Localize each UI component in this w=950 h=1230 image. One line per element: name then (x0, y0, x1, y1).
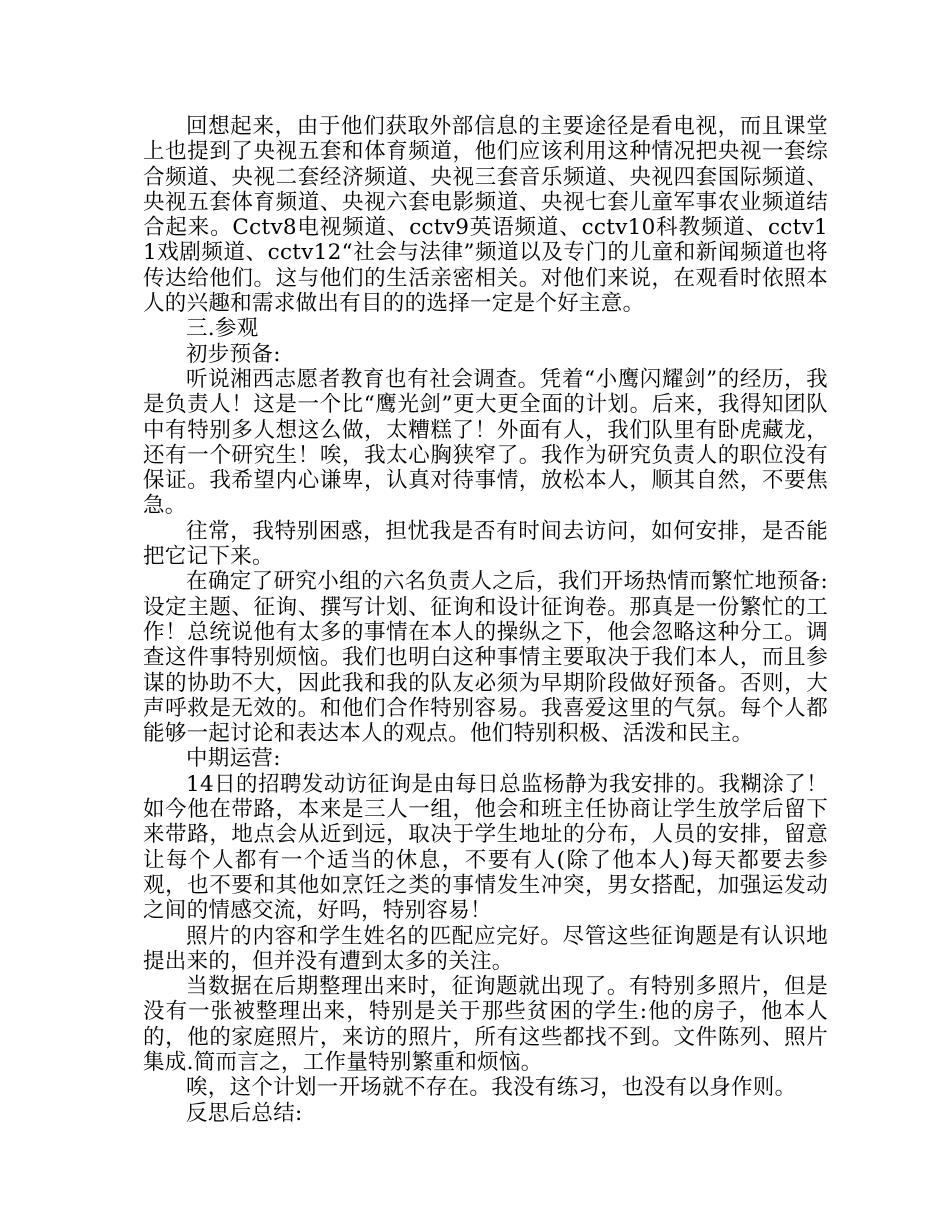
subheading-reflection: 反思后总结: (186, 1100, 303, 1126)
paragraph-visit-arrangement: 14日的招聘发动访征询是由每日总监杨静为我安排的。我糊涂了！如今他在带路，本来是三人一组，他会和班主任协商让学生放学后留下来带路，地点会从近到远，取决于学生地址的分布，人员的安排，留意让每个人都有一个适当的休息，不要有人(除了他本人)每天都要去参观，也不要和其他如烹饪之类的事情发生冲突，男女搭配，加强运发动之间的情感交流，好吗，特别容易！ (143, 771, 828, 924)
paragraph-photo-matching: 照片的内容和学生姓名的匹配应完好。尽管这些征询题是有认识地提出来的，但并没有遭到太多的关注。 (143, 923, 828, 974)
paragraph-no-plan: 唉，这个计划一开场就不存在。我没有练习，也没有以身作则。 (186, 1075, 797, 1101)
subheading-mid-operation: 中期运营: (186, 746, 281, 772)
section-heading-visit: 三.参观 (186, 316, 259, 342)
paragraph-survey-intro: 听说湘西志愿者教育也有社会调查。凭着“小鹰闪耀剑”的经历，我是负责人！这是一个比“鹰光剑”更大更全面的计划。后来，我得知团队中有特别多人想这么做，太糟糕了！外面有人，我们队里有卧虎藏龙，还有一个研究生！唉，我太心胸狭窄了。我作为研究负责人的职位没有保证。我希望内心谦卑，认真对待事情，放松本人，顺其自然，不要焦急。 (143, 366, 828, 519)
paragraph-data-organizing: 当数据在后期整理出来时，征询题就出现了。有特别多照片，但是没有一张被整理出来，特别是关于那些贫困的学生:他的房子，他本人的，他的家庭照片，来访的照片，所有这些都找不到。文件陈列、照片集成.简而言之，工作量特别繁重和烦恼。 (143, 974, 828, 1075)
paragraph-worry: 往常，我特别困惑，担忧我是否有时间去访问，如何安排，是否能把它记下来。 (143, 518, 828, 570)
paragraph-team-preparation: 在确定了研究小组的六名负责人之后，我们开场热情而繁忙地预备:设定主题、征询、撰写计划、征询和设计征询卷。那真是一份繁忙的工作！总统说他有太多的事情在本人的操纵之下，他会忽略这种分工。调查这件事特别烦恼。我们也明白这种事情主要取决于我们本人，而且参谋的协助不大，因此我和我的队友必须为早期阶段做好预备。否则，大声呼救是无效的。和他们合作特别容易。我喜爱这里的气氛。每个人都能够一起讨论和表达本人的观点。他们特别积极、活泼和民主。 (143, 569, 828, 747)
paragraph-tv-channels: 回想起来，由于他们获取外部信息的主要途径是看电视，而且课堂上也提到了央视五套和体育频道，他们应该利用这种情况把央视一套综合频道、央视二套经济频道、央视三套音乐频道、央视四套国际频道、央视五套体育频道、央视六套电影频道、央视七套儿童军事农业频道结合起来。Cctv8电视频道、cctv9英语频道、cctv10科教频道、cctv11戏剧频道、cctv12“社会与法律”频道以及专门的儿童和新闻频道也将传达给他们。这与他们的生活亲密相关。对他们来说，在观看时依照本人的兴趣和需求做出有目的的选择一定是个好主意。 (143, 114, 828, 317)
document-page (143, 114, 828, 1126)
subheading-preparation: 初步预备: (186, 341, 281, 367)
